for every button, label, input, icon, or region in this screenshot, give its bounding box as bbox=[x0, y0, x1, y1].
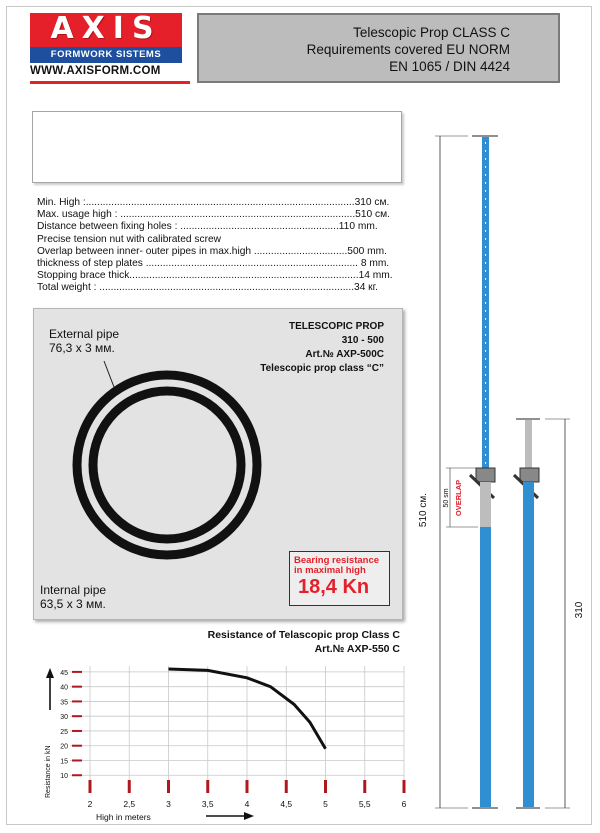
spec-row: Overlap between inner- outer pipes in max.high .................................500 mm. bbox=[37, 245, 387, 257]
x-marker bbox=[89, 780, 92, 793]
external-pipe-leader bbox=[104, 361, 114, 387]
spec-row: Precise tension nut with calibrated screw bbox=[37, 233, 222, 245]
y-tick-label: 25 bbox=[60, 728, 68, 736]
y-axis-label: Resistance in kN bbox=[45, 745, 52, 798]
logo-underline bbox=[30, 81, 190, 84]
cross-section-diagram bbox=[33, 308, 403, 620]
x-marker bbox=[285, 780, 288, 793]
resistance-chart bbox=[36, 658, 408, 822]
chart-axes bbox=[46, 668, 254, 820]
tall-prop-nut bbox=[476, 468, 495, 482]
chart-markers bbox=[89, 780, 406, 793]
logo-url: WWW.AXISFORM.COM bbox=[30, 65, 161, 77]
short-prop bbox=[514, 419, 540, 808]
header-title: Telescopic Prop CLASS C bbox=[353, 25, 510, 40]
x-marker bbox=[363, 780, 366, 793]
x-marker bbox=[324, 780, 327, 793]
product-title: TELESCOPIC PROP bbox=[288, 321, 384, 332]
bearing-resistance-box bbox=[289, 551, 390, 606]
x-tick-label: 3 bbox=[166, 799, 171, 809]
spec-row: Total weight : ..........................................................................................34 кг. bbox=[37, 282, 378, 294]
tall-prop-overlap-section bbox=[480, 482, 491, 527]
chart-grid bbox=[70, 666, 404, 790]
chart-title: Resistance of Telascopic prop Class C bbox=[207, 629, 400, 641]
y-tick-label: 15 bbox=[60, 758, 68, 766]
header-norm: EN 1065 / DIN 4424 bbox=[389, 59, 510, 74]
x-tick-label: 4,5 bbox=[280, 799, 293, 809]
tall-prop-inner-tube bbox=[482, 137, 489, 477]
y-tick-label: 45 bbox=[60, 669, 68, 677]
x-tick-label: 4 bbox=[244, 799, 250, 809]
internal-pipe-label: Internal pipe bbox=[40, 583, 107, 597]
tall-prop bbox=[470, 136, 498, 808]
x-tick-label: 2 bbox=[87, 799, 93, 809]
short-prop-inner-tube bbox=[525, 420, 532, 470]
x-axis-arrowhead bbox=[244, 812, 254, 820]
spec-row: Min. High :...............................................................................................310 см. bbox=[37, 197, 390, 208]
overlap-label: OVERLAP bbox=[454, 479, 463, 517]
product-art: Art.№ AXP-500C bbox=[305, 349, 384, 360]
internal-pipe-size: 63,5 x 3 мм. bbox=[40, 597, 106, 611]
x-marker bbox=[128, 780, 131, 793]
x-tick-label: 5,5 bbox=[358, 799, 371, 809]
x-tick-label: 3,5 bbox=[201, 799, 214, 809]
external-pipe-label: External pipe bbox=[49, 327, 120, 341]
bearing-title: Bearing resistance in maximal high bbox=[294, 555, 380, 576]
short-height-label: 310 bbox=[574, 601, 585, 619]
header-subtitle: Requirements covered EU NORM bbox=[306, 42, 510, 57]
spec-row: thickness of step plates ........................................................................... 8 mm. bbox=[37, 258, 390, 270]
y-axis-arrowhead bbox=[46, 668, 54, 678]
tall-prop-outer-tube bbox=[480, 527, 491, 807]
y-tick-label: 30 bbox=[60, 714, 68, 722]
x-marker bbox=[167, 780, 170, 793]
y-tick-label: 35 bbox=[60, 699, 68, 707]
props-drawing bbox=[410, 130, 590, 820]
logo-brand: AXIS bbox=[50, 11, 162, 46]
empty-info-box bbox=[32, 111, 402, 183]
y-tick-label: 40 bbox=[60, 684, 68, 692]
x-tick-label: 2,5 bbox=[123, 799, 136, 809]
x-marker bbox=[206, 780, 209, 793]
product-class: Telescopic prop class “C” bbox=[260, 363, 384, 374]
logo-tagline: FORMWORK SISTEMS bbox=[30, 47, 182, 63]
x-tick-label: 5 bbox=[323, 799, 328, 809]
specifications-list bbox=[37, 197, 405, 295]
external-pipe-ring bbox=[77, 375, 257, 555]
x-axis-label: High in meters bbox=[96, 812, 151, 822]
product-range: 310 - 500 bbox=[341, 335, 384, 346]
header-box bbox=[197, 13, 560, 83]
x-tick-label: 6 bbox=[401, 799, 407, 809]
chart-art: Art.№ AXP-550 C bbox=[314, 643, 400, 655]
spec-row: Stopping brace thick.................................................................................14 mm. bbox=[37, 270, 393, 282]
chart-ticks bbox=[60, 670, 406, 809]
overlap-dimension-label: 50 sm bbox=[443, 488, 450, 508]
short-prop-outer-tube bbox=[523, 482, 534, 807]
internal-pipe-ring bbox=[93, 391, 241, 539]
y-tick-label: 10 bbox=[60, 773, 68, 781]
y-tick-label: 20 bbox=[60, 743, 68, 751]
x-marker bbox=[246, 780, 249, 793]
external-pipe-size: 76,3 x 3 мм. bbox=[49, 341, 115, 355]
tall-height-label: 510 см. bbox=[418, 492, 429, 528]
short-prop-nut bbox=[520, 468, 539, 482]
spec-row: Distance between fixing holes : ........................................................110 mm. bbox=[37, 221, 378, 233]
spec-row: Max. usage high : ...................................................................................510 см. bbox=[37, 209, 390, 221]
x-marker bbox=[403, 780, 406, 793]
bearing-value: 18,4 Kn bbox=[298, 576, 370, 598]
